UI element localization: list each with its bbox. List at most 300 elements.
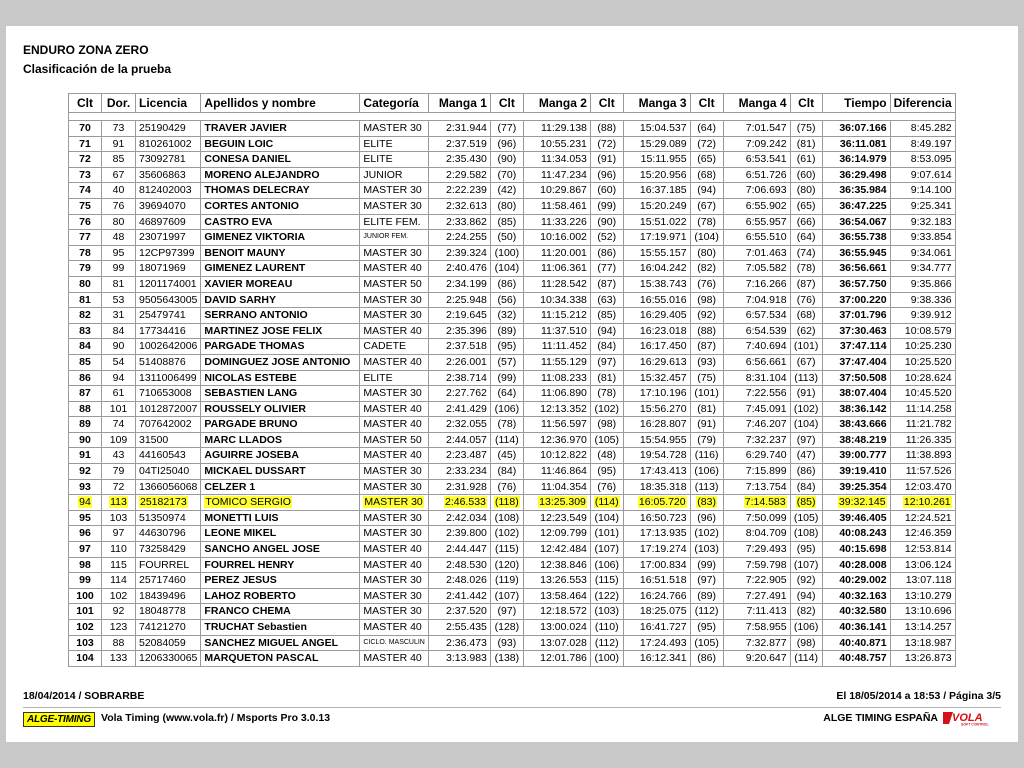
cell-manga4-rank: (102) xyxy=(790,401,822,417)
cell-category: MASTER 40 xyxy=(360,354,428,370)
cell-manga3: 16:50.723 xyxy=(623,510,690,526)
cell-manga2-rank: (78) xyxy=(590,386,623,402)
cell-manga4: 7:05.582 xyxy=(723,261,790,277)
cell-manga2: 11:34.053 xyxy=(523,152,590,168)
cell-manga2: 11:20.001 xyxy=(523,245,590,261)
cell-licence: 04TI25040 xyxy=(136,464,201,480)
cell-total-time: 40:28.008 xyxy=(822,557,890,573)
cell-difference: 12:53.814 xyxy=(890,542,955,558)
col-header-category: Categoría xyxy=(360,94,428,113)
cell-difference: 13:18.987 xyxy=(890,635,955,651)
cell-manga1-rank: (104) xyxy=(490,261,523,277)
cell-category: MASTER 30 xyxy=(360,464,428,480)
cell-dorsal: 80 xyxy=(102,214,136,230)
table-row xyxy=(69,183,956,199)
cell-total-time: 36:35.984 xyxy=(822,183,890,199)
cell-manga2: 10:12.822 xyxy=(523,448,590,464)
highlight-mark: MASTER 30 xyxy=(364,496,423,509)
cell-total-time xyxy=(822,495,890,511)
cell-licence: 1012872007 xyxy=(136,401,201,417)
cell-dorsal: 114 xyxy=(102,573,136,589)
col-header-dorsal: Dor. xyxy=(102,94,136,113)
cell-category: MASTER 40 xyxy=(360,261,428,277)
highlight-mark: (114) xyxy=(594,496,619,509)
cell-manga4: 8:31.104 xyxy=(723,370,790,386)
cell-manga2-rank: (122) xyxy=(590,588,623,604)
cell-name: MONETTI LUIS xyxy=(201,510,360,526)
cell-manga4-rank: (76) xyxy=(790,292,822,308)
cell-manga1: 2:27.762 xyxy=(428,386,490,402)
footer-date-place: 18/04/2014 / SOBRARBE xyxy=(23,690,145,702)
cell-name: XAVIER MOREAU xyxy=(201,276,360,292)
cell-rank: 86 xyxy=(69,370,102,386)
cell-name: DOMINGUEZ JOSE ANTONIO xyxy=(201,354,360,370)
cell-manga2-rank: (101) xyxy=(590,526,623,542)
cell-name: CONESA DANIEL xyxy=(201,152,360,168)
cell-difference: 11:26.335 xyxy=(890,432,955,448)
highlight-mark: (83) xyxy=(697,496,716,509)
table-row xyxy=(69,245,956,261)
cell-manga3: 16:28.807 xyxy=(623,417,690,433)
cell-manga4: 6:54.539 xyxy=(723,323,790,339)
cell-manga4: 7:58.955 xyxy=(723,620,790,636)
cell-manga1-rank: (120) xyxy=(490,557,523,573)
cell-total-time: 37:00.220 xyxy=(822,292,890,308)
cell-rank: 104 xyxy=(69,651,102,667)
cell-total-time: 36:11.081 xyxy=(822,136,890,152)
cell-category: ELITE xyxy=(360,136,428,152)
cell-dorsal: 102 xyxy=(102,588,136,604)
cell-difference: 9:32.183 xyxy=(890,214,955,230)
cell-manga3-rank: (106) xyxy=(690,464,723,480)
cell-rank: 74 xyxy=(69,183,102,199)
cell-licence: 51350974 xyxy=(136,510,201,526)
cell-dorsal: 73 xyxy=(102,121,136,137)
cell-manga2: 12:09.799 xyxy=(523,526,590,542)
table-row xyxy=(69,308,956,324)
cell-manga4-rank: (108) xyxy=(790,526,822,542)
cell-manga3-rank: (97) xyxy=(690,573,723,589)
cell-dorsal: 53 xyxy=(102,292,136,308)
cell-manga3-rank: (94) xyxy=(690,183,723,199)
cell-manga2: 13:26.553 xyxy=(523,573,590,589)
cell-dorsal: 74 xyxy=(102,417,136,433)
cell-manga2: 13:58.464 xyxy=(523,588,590,604)
cell-manga1-rank: (107) xyxy=(490,588,523,604)
cell-manga1: 2:24.255 xyxy=(428,230,490,246)
cell-manga2-rank xyxy=(590,495,623,511)
cell-licence: 710653008 xyxy=(136,386,201,402)
cell-difference: 11:21.782 xyxy=(890,417,955,433)
table-row xyxy=(69,464,956,480)
cell-manga1: 2:37.519 xyxy=(428,136,490,152)
cell-dorsal: 101 xyxy=(102,401,136,417)
cell-manga2-rank: (98) xyxy=(590,417,623,433)
cell-manga4: 7:01.547 xyxy=(723,121,790,137)
cell-manga3: 19:54.728 xyxy=(623,448,690,464)
cell-manga3: 16:55.016 xyxy=(623,292,690,308)
cell-dorsal xyxy=(102,495,136,511)
cell-licence: 25717460 xyxy=(136,573,201,589)
cell-category: MASTER 40 xyxy=(360,323,428,339)
cell-category: MASTER 40 xyxy=(360,417,428,433)
cell-manga3: 15:20.249 xyxy=(623,198,690,214)
cell-difference: 10:45.520 xyxy=(890,386,955,402)
cell-manga1-rank: (45) xyxy=(490,448,523,464)
cell-manga1-rank xyxy=(490,495,523,511)
cell-manga2: 10:34.338 xyxy=(523,292,590,308)
col-header-manga1-clt: Clt xyxy=(490,94,523,113)
cell-manga1: 2:41.429 xyxy=(428,401,490,417)
cell-name xyxy=(201,495,360,511)
cell-name: SANCHO ANGEL JOSE xyxy=(201,542,360,558)
cell-category: MASTER 30 xyxy=(360,526,428,542)
cell-difference: 10:28.624 xyxy=(890,370,955,386)
cell-manga1-rank: (106) xyxy=(490,401,523,417)
cell-manga4-rank: (66) xyxy=(790,214,822,230)
cell-rank: 93 xyxy=(69,479,102,495)
cell-manga1: 2:40.476 xyxy=(428,261,490,277)
cell-manga3: 17:24.493 xyxy=(623,635,690,651)
cell-manga3: 16:17.450 xyxy=(623,339,690,355)
cell-manga4-rank: (62) xyxy=(790,323,822,339)
cell-manga3: 18:35.318 xyxy=(623,479,690,495)
table-row xyxy=(69,230,956,246)
highlight-mark: 13:25.309 xyxy=(539,496,586,509)
company-name: ALGE TIMING ESPAÑA xyxy=(823,712,938,724)
table-row xyxy=(69,635,956,651)
cell-manga2: 13:00.024 xyxy=(523,620,590,636)
cell-manga4-rank: (94) xyxy=(790,588,822,604)
highlight-mark: 16:05.720 xyxy=(638,496,686,509)
cell-difference: 10:25.520 xyxy=(890,354,955,370)
cell-manga2-rank: (99) xyxy=(590,198,623,214)
table-row xyxy=(69,651,956,667)
cell-manga1: 2:22.239 xyxy=(428,183,490,199)
table-row xyxy=(69,432,956,448)
cell-manga3: 16:41.727 xyxy=(623,620,690,636)
cell-manga3: 16:37.185 xyxy=(623,183,690,199)
col-header-manga3: Manga 3 xyxy=(623,94,690,113)
table-row xyxy=(69,588,956,604)
cell-manga1: 2:32.055 xyxy=(428,417,490,433)
cell-manga1-rank: (80) xyxy=(490,198,523,214)
cell-manga2-rank: (48) xyxy=(590,448,623,464)
cell-manga1: 2:41.442 xyxy=(428,588,490,604)
cell-dorsal: 103 xyxy=(102,510,136,526)
cell-rank: 73 xyxy=(69,167,102,183)
cell-manga3: 16:29.405 xyxy=(623,308,690,324)
cell-rank: 91 xyxy=(69,448,102,464)
cell-total-time: 36:14.979 xyxy=(822,152,890,168)
cell-name: PARGADE THOMAS xyxy=(201,339,360,355)
cell-manga3-rank: (92) xyxy=(690,308,723,324)
cell-dorsal: 85 xyxy=(102,152,136,168)
cell-rank: 80 xyxy=(69,276,102,292)
cell-manga2-rank: (95) xyxy=(590,464,623,480)
cell-name: GIMENEZ VIKTORIA xyxy=(201,230,360,246)
table-row xyxy=(69,354,956,370)
cell-manga4: 6:55.957 xyxy=(723,214,790,230)
cell-manga3-rank: (68) xyxy=(690,167,723,183)
cell-difference: 9:34.777 xyxy=(890,261,955,277)
cell-difference: 11:14.258 xyxy=(890,401,955,417)
col-header-manga3-clt: Clt xyxy=(690,94,723,113)
cell-rank: 89 xyxy=(69,417,102,433)
cell-category: MASTER 30 xyxy=(360,479,428,495)
cell-total-time: 39:25.354 xyxy=(822,479,890,495)
cell-manga2-rank: (90) xyxy=(590,214,623,230)
cell-licence: 23071997 xyxy=(136,230,201,246)
cell-licence xyxy=(136,495,201,511)
cell-difference: 9:33.854 xyxy=(890,230,955,246)
cell-dorsal: 109 xyxy=(102,432,136,448)
cell-difference: 13:07.118 xyxy=(890,573,955,589)
cell-licence: 17734416 xyxy=(136,323,201,339)
cell-manga2: 12:01.786 xyxy=(523,651,590,667)
results-page xyxy=(6,26,1018,742)
cell-rank: 76 xyxy=(69,214,102,230)
cell-manga2-rank: (88) xyxy=(590,121,623,137)
cell-dorsal: 95 xyxy=(102,245,136,261)
cell-manga4: 7:22.905 xyxy=(723,573,790,589)
cell-rank: 72 xyxy=(69,152,102,168)
cell-manga3-rank: (75) xyxy=(690,370,723,386)
table-row xyxy=(69,214,956,230)
cell-manga1-rank: (42) xyxy=(490,183,523,199)
table-row xyxy=(69,604,956,620)
cell-manga3-rank: (87) xyxy=(690,339,723,355)
cell-manga1-rank: (64) xyxy=(490,386,523,402)
cell-manga4-rank: (65) xyxy=(790,198,822,214)
cell-manga4-rank: (80) xyxy=(790,183,822,199)
cell-rank: 77 xyxy=(69,230,102,246)
table-row xyxy=(69,276,956,292)
cell-dorsal: 81 xyxy=(102,276,136,292)
cell-manga4-rank: (101) xyxy=(790,339,822,355)
cell-manga1-rank: (102) xyxy=(490,526,523,542)
highlight-mark: 94 xyxy=(79,496,91,509)
cell-total-time: 40:40.871 xyxy=(822,635,890,651)
cell-name: MORENO ALEJANDRO xyxy=(201,167,360,183)
cell-category: MASTER 30 xyxy=(360,121,428,137)
cell-difference: 9:34.061 xyxy=(890,245,955,261)
cell-dorsal: 76 xyxy=(102,198,136,214)
cell-manga1: 2:55.435 xyxy=(428,620,490,636)
cell-manga4: 7:27.491 xyxy=(723,588,790,604)
cell-manga1: 2:26.001 xyxy=(428,354,490,370)
cell-dorsal: 92 xyxy=(102,604,136,620)
cell-category: MASTER 30 xyxy=(360,573,428,589)
cell-dorsal: 54 xyxy=(102,354,136,370)
cell-rank: 81 xyxy=(69,292,102,308)
cell-difference: 12:46.359 xyxy=(890,526,955,542)
results-table xyxy=(68,93,956,667)
cell-manga4-rank: (64) xyxy=(790,230,822,246)
cell-rank: 85 xyxy=(69,354,102,370)
cell-manga3-rank xyxy=(690,495,723,511)
cell-dorsal: 91 xyxy=(102,136,136,152)
cell-manga3-rank: (78) xyxy=(690,214,723,230)
cell-manga2: 11:06.890 xyxy=(523,386,590,402)
cell-rank: 70 xyxy=(69,121,102,137)
cell-dorsal: 88 xyxy=(102,635,136,651)
cell-manga3: 18:25.075 xyxy=(623,604,690,620)
cell-manga3-rank: (93) xyxy=(690,354,723,370)
cell-licence: 18439496 xyxy=(136,588,201,604)
cell-name: BENOIT MAUNY xyxy=(201,245,360,261)
cell-rank: 88 xyxy=(69,401,102,417)
cell-manga4-rank: (95) xyxy=(790,542,822,558)
cell-manga1-rank: (32) xyxy=(490,308,523,324)
cell-manga3 xyxy=(623,495,690,511)
col-header-manga2-clt: Clt xyxy=(590,94,623,113)
cell-rank: 99 xyxy=(69,573,102,589)
cell-manga1: 2:25.948 xyxy=(428,292,490,308)
cell-manga2-rank: (77) xyxy=(590,261,623,277)
cell-dorsal: 43 xyxy=(102,448,136,464)
cell-licence: 1366056068 xyxy=(136,479,201,495)
cell-manga1-rank: (108) xyxy=(490,510,523,526)
vola-logo-text: VOLA xyxy=(952,712,983,724)
cell-manga1: 2:32.613 xyxy=(428,198,490,214)
cell-manga4: 8:04.709 xyxy=(723,526,790,542)
cell-manga4-rank: (84) xyxy=(790,479,822,495)
cell-name: FOURREL HENRY xyxy=(201,557,360,573)
cell-manga4: 7:45.091 xyxy=(723,401,790,417)
cell-manga1: 2:38.714 xyxy=(428,370,490,386)
cell-category: ELITE xyxy=(360,152,428,168)
cell-rank: 102 xyxy=(69,620,102,636)
cell-manga2-rank: (97) xyxy=(590,354,623,370)
cell-name: SEBASTIEN LANG xyxy=(201,386,360,402)
cell-category: MASTER 40 xyxy=(360,542,428,558)
cell-manga4: 6:53.541 xyxy=(723,152,790,168)
cell-dorsal: 72 xyxy=(102,479,136,495)
cell-manga1: 2:37.518 xyxy=(428,339,490,355)
cell-manga3-rank: (101) xyxy=(690,386,723,402)
cell-difference: 9:25.341 xyxy=(890,198,955,214)
cell-manga3: 16:24.766 xyxy=(623,588,690,604)
cell-category: JUNIOR xyxy=(360,167,428,183)
cell-licence: 812402003 xyxy=(136,183,201,199)
cell-manga3: 16:12.341 xyxy=(623,651,690,667)
cell-manga1: 2:35.396 xyxy=(428,323,490,339)
cell-manga2-rank: (115) xyxy=(590,573,623,589)
cell-manga4-rank: (107) xyxy=(790,557,822,573)
cell-manga2-rank: (107) xyxy=(590,542,623,558)
cell-name: LEONE MIKEL xyxy=(201,526,360,542)
cell-total-time: 38:43.666 xyxy=(822,417,890,433)
cell-category: ELITE xyxy=(360,370,428,386)
cell-rank: 97 xyxy=(69,542,102,558)
cell-manga4-rank: (98) xyxy=(790,635,822,651)
col-header-clt: Clt xyxy=(69,94,102,113)
cell-manga4-rank: (87) xyxy=(790,276,822,292)
cell-manga4-rank: (74) xyxy=(790,245,822,261)
cell-name: TRUCHAT Sebastien xyxy=(201,620,360,636)
cell-name: NICOLAS ESTEBE xyxy=(201,370,360,386)
table-row xyxy=(69,401,956,417)
vola-logo xyxy=(943,710,1001,726)
cell-dorsal: 67 xyxy=(102,167,136,183)
cell-manga1-rank: (57) xyxy=(490,354,523,370)
cell-manga4: 6:55.510 xyxy=(723,230,790,246)
cell-name: BEGUIN LOIC xyxy=(201,136,360,152)
cell-licence: 51408876 xyxy=(136,354,201,370)
cell-manga4-rank xyxy=(790,495,822,511)
table-row xyxy=(69,620,956,636)
cell-name: CASTRO EVA xyxy=(201,214,360,230)
cell-name: TRAVER JAVIER xyxy=(201,121,360,137)
cell-manga3-rank: (98) xyxy=(690,292,723,308)
cell-manga3: 15:54.955 xyxy=(623,432,690,448)
cell-licence: 18048778 xyxy=(136,604,201,620)
cell-manga1-rank: (128) xyxy=(490,620,523,636)
table-row xyxy=(69,370,956,386)
cell-manga2-rank: (60) xyxy=(590,183,623,199)
cell-manga1: 2:39.800 xyxy=(428,526,490,542)
cell-manga2-rank: (76) xyxy=(590,479,623,495)
cell-category: MASTER 40 xyxy=(360,651,428,667)
table-header-row xyxy=(69,94,956,113)
cell-total-time: 36:54.067 xyxy=(822,214,890,230)
cell-difference: 12:03.470 xyxy=(890,479,955,495)
cell-manga4-rank: (106) xyxy=(790,620,822,636)
cell-total-time: 40:36.141 xyxy=(822,620,890,636)
highlight-mark: 7:14.583 xyxy=(744,496,786,509)
cell-manga2: 12:42.484 xyxy=(523,542,590,558)
cell-manga4: 7:32.237 xyxy=(723,432,790,448)
highlight-mark: 25182173 xyxy=(140,496,187,509)
cell-licence: 73258429 xyxy=(136,542,201,558)
cell-dorsal: 99 xyxy=(102,261,136,277)
cell-dorsal: 84 xyxy=(102,323,136,339)
cell-manga3-rank: (80) xyxy=(690,245,723,261)
cell-manga4 xyxy=(723,495,790,511)
cell-manga3: 16:04.242 xyxy=(623,261,690,277)
cell-licence: 1311006499 xyxy=(136,370,201,386)
cell-manga1-rank: (89) xyxy=(490,323,523,339)
cell-manga3: 15:38.743 xyxy=(623,276,690,292)
cell-manga1-rank: (90) xyxy=(490,152,523,168)
cell-manga3: 15:55.157 xyxy=(623,245,690,261)
cell-manga4: 7:15.899 xyxy=(723,464,790,480)
cell-manga4: 7:01.463 xyxy=(723,245,790,261)
cell-licence: 31500 xyxy=(136,432,201,448)
cell-dorsal: 123 xyxy=(102,620,136,636)
cell-manga1-rank: (85) xyxy=(490,214,523,230)
cell-name: LAHOZ ROBERTO xyxy=(201,588,360,604)
cell-difference: 10:08.579 xyxy=(890,323,955,339)
cell-manga3-rank: (81) xyxy=(690,401,723,417)
cell-name: PARGADE BRUNO xyxy=(201,417,360,433)
cell-licence: 810261002 xyxy=(136,136,201,152)
cell-category: JUNIOR FEM. xyxy=(360,230,428,246)
cell-manga4: 9:20.647 xyxy=(723,651,790,667)
cell-manga1: 2:23.487 xyxy=(428,448,490,464)
cell-manga2: 11:08.233 xyxy=(523,370,590,386)
cell-difference: 8:53.095 xyxy=(890,152,955,168)
cell-manga2-rank: (86) xyxy=(590,245,623,261)
cell-manga2: 11:11.452 xyxy=(523,339,590,355)
cell-manga4: 7:11.413 xyxy=(723,604,790,620)
cell-rank: 79 xyxy=(69,261,102,277)
col-header-manga4-clt: Clt xyxy=(790,94,822,113)
cell-manga1-rank: (84) xyxy=(490,464,523,480)
cell-manga3: 15:20.956 xyxy=(623,167,690,183)
col-header-difference: Diferencia xyxy=(890,94,955,113)
